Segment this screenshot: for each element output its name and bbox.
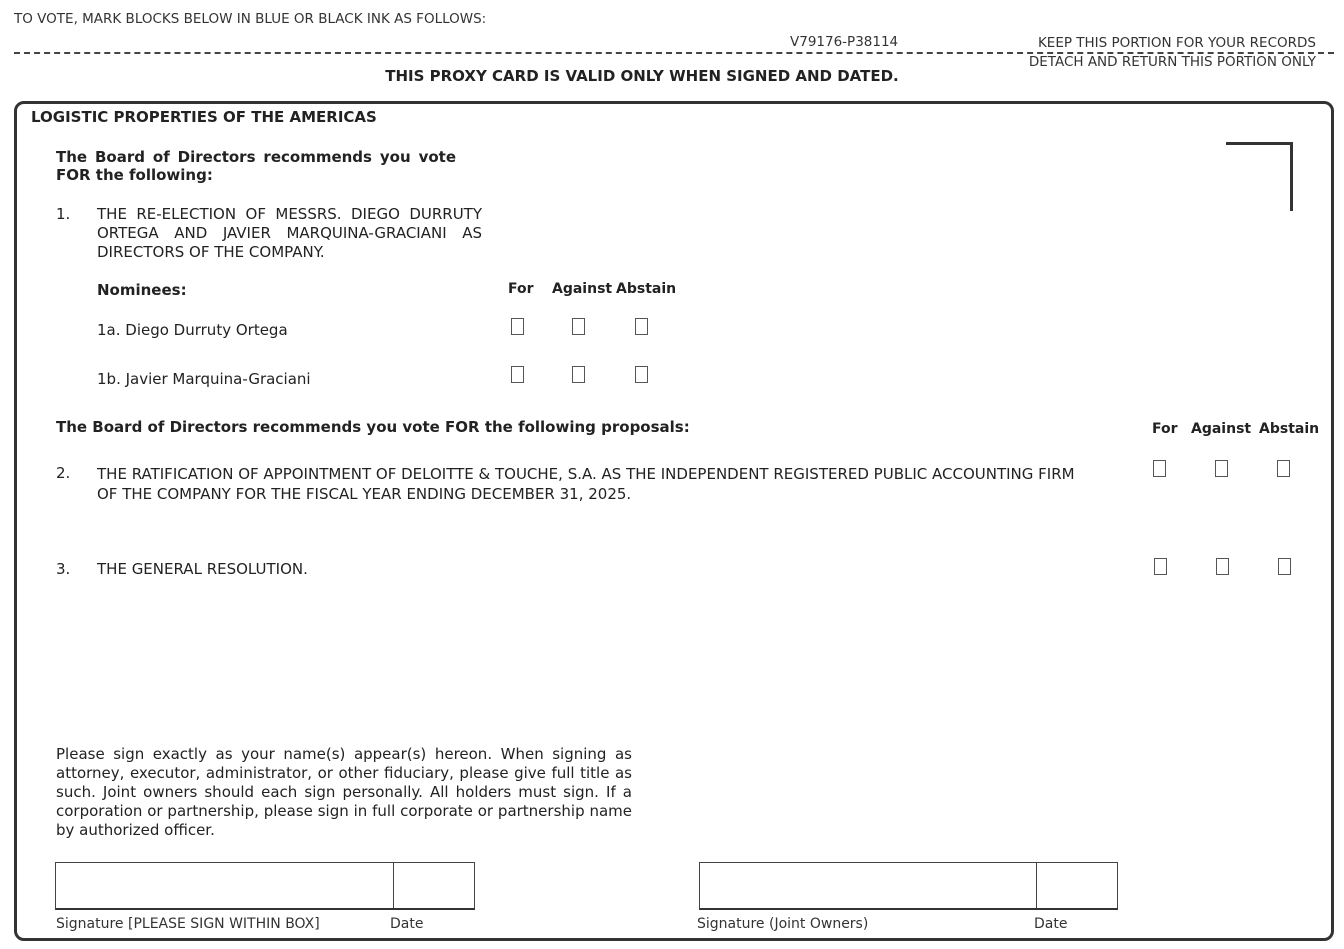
nominee-1b-for-checkbox[interactable]: [511, 366, 524, 383]
signature-label: Signature [PLEASE SIGN WITHIN BOX]: [56, 916, 320, 932]
proposal-2-number: 2.: [56, 464, 71, 482]
company-name: LOGISTIC PROPERTIES OF THE AMERICAS: [31, 108, 377, 126]
nominee-1a-against-checkbox[interactable]: [572, 318, 585, 335]
nominee-1b-against-checkbox[interactable]: [572, 366, 585, 383]
proposal-col-abstain: Abstain: [1259, 421, 1320, 437]
proposal-3-abstain-checkbox[interactable]: [1278, 558, 1291, 575]
signing-instructions: Please sign exactly as your name(s) appear(s) hereon. When signing as attorney, executor, administrator, or other fiduciary, please give full title as such. Joint owners should each sign personally. All holders must sign. If a corporation or partnership, please sign in full corporate or partnership name by authorized officer.: [56, 745, 632, 839]
proposal-3-number: 3.: [56, 560, 71, 578]
proposal-3-text: THE GENERAL RESOLUTION.: [97, 560, 308, 578]
nominee-1b-abstain-checkbox[interactable]: [635, 366, 648, 383]
nominee-col-for: For: [508, 281, 534, 297]
proposal-3-against-checkbox[interactable]: [1216, 558, 1229, 575]
nominee-col-against: Against: [552, 281, 613, 297]
nominee-col-abstain: Abstain: [616, 281, 677, 297]
nominee-1a-for-checkbox[interactable]: [511, 318, 524, 335]
nominee-1a-label: 1a. Diego Durruty Ortega: [97, 321, 288, 339]
signature-date-divider: [393, 863, 394, 908]
detach-portion-label: DETACH AND RETURN THIS PORTION ONLY: [1028, 54, 1316, 70]
proposal-1-text: THE RE-ELECTION OF MESSRS. DIEGO DURRUTY ORTEGA AND JAVIER MARQUINA-GRACIANI AS DIRECTORS OF THE COMPANY.: [97, 205, 482, 261]
registration-corner-mark: [1226, 142, 1293, 211]
joint-signature-box[interactable]: [699, 862, 1118, 910]
joint-signature-date-divider: [1036, 863, 1037, 908]
proposal-col-against: Against: [1191, 421, 1252, 437]
keep-portion-label: KEEP THIS PORTION FOR YOUR RECORDS: [1037, 35, 1316, 51]
joint-signature-label: Signature (Joint Owners): [697, 916, 869, 932]
proposal-2-against-checkbox[interactable]: [1215, 460, 1228, 477]
control-number: V79176-P38114: [790, 34, 899, 50]
signature-box[interactable]: [55, 862, 475, 910]
board-recommendation-2: The Board of Directors recommends you vote FOR the following proposals:: [56, 418, 690, 436]
nominee-1b-label: 1b. Javier Marquina-Graciani: [97, 370, 311, 388]
proposal-2-text: THE RATIFICATION OF APPOINTMENT OF DELOITTE & TOUCHE, S.A. AS THE INDEPENDENT REGISTERED PUBLIC ACCOUNTING FIRM OF THE COMPANY FOR THE FISCAL YEAR ENDING DECEMBER 31, 2025.: [97, 465, 1075, 503]
nominees-label: Nominees:: [97, 281, 187, 299]
vote-instruction: TO VOTE, MARK BLOCKS BELOW IN BLUE OR BLACK INK AS FOLLOWS:: [14, 11, 487, 27]
proposal-2-for-checkbox[interactable]: [1153, 460, 1166, 477]
proposal-3-for-checkbox[interactable]: [1154, 558, 1167, 575]
joint-signature-date-label: Date: [1034, 916, 1068, 932]
board-recommendation-1: The Board of Directors recommends you vote FOR the following:: [56, 148, 456, 184]
proposal-col-for: For: [1152, 421, 1178, 437]
validity-notice: THIS PROXY CARD IS VALID ONLY WHEN SIGNED AND DATED.: [385, 67, 899, 85]
signature-date-label: Date: [390, 916, 424, 932]
nominee-1a-abstain-checkbox[interactable]: [635, 318, 648, 335]
proposal-2-abstain-checkbox[interactable]: [1277, 460, 1290, 477]
proposal-1-number: 1.: [56, 205, 71, 223]
